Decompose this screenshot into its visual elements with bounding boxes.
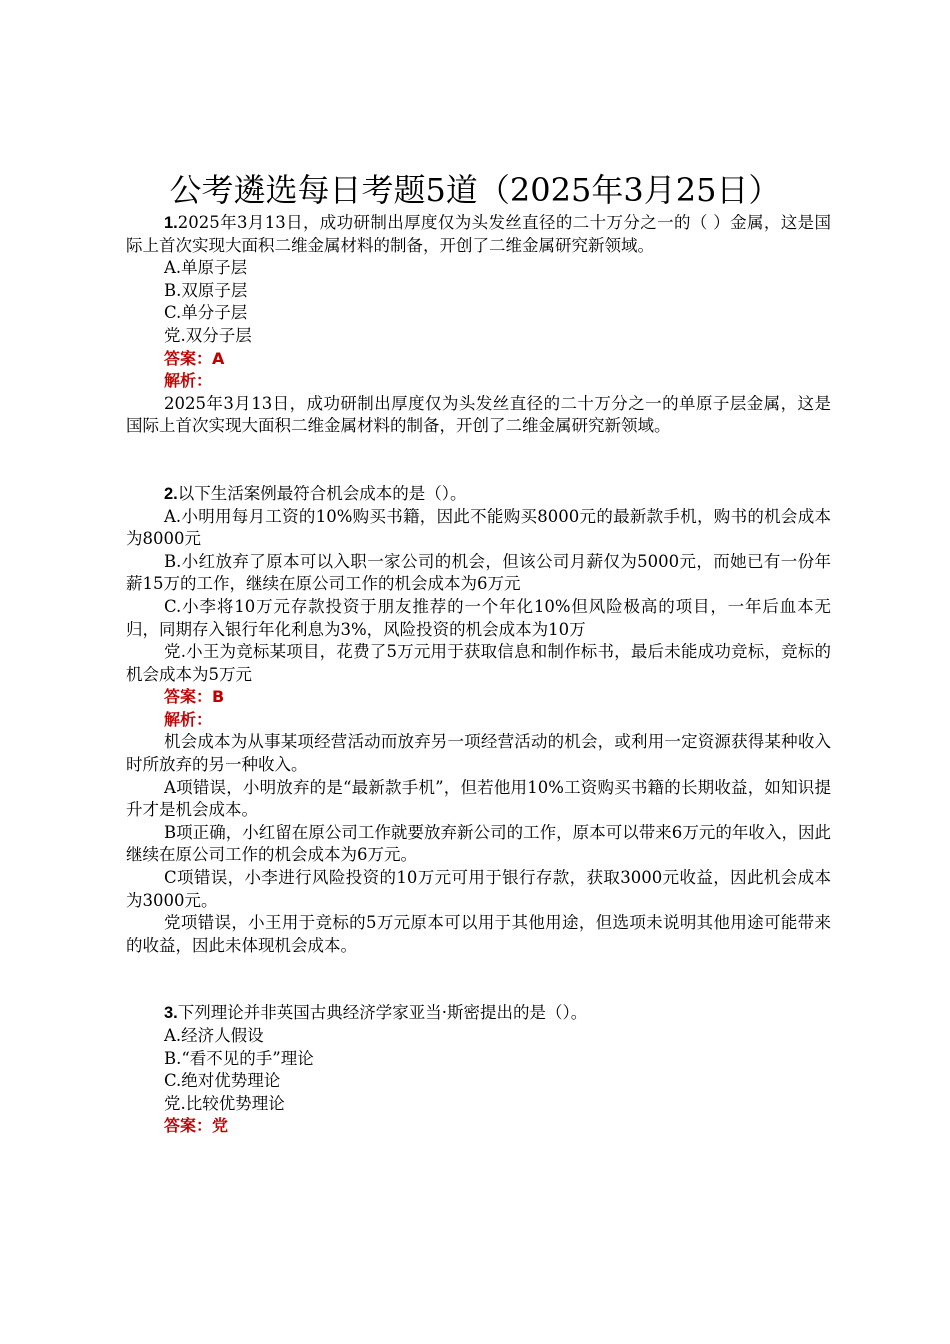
question-1-stem: 1.2025年3月13日，成功研制出厚度仅为头发丝直径的二十万分之一的（ ）金属，这是国际上首次实现大面积二维金属材料的制备，开创了二维金属研究新领域。 bbox=[126, 213, 831, 255]
question-3-answer: 答案：党 bbox=[164, 1116, 229, 1136]
question-2-analysis-paragraph: A项错误，小明放弃的是“最新款手机”，但若他用10%工资购买书籍的长期收益，如知识提升才是机会成本。 bbox=[126, 777, 831, 820]
question-1-option-a: A.单原子层 bbox=[164, 258, 248, 278]
question-number: 2. bbox=[164, 484, 178, 503]
question-2-stem: 2.以下生活案例最符合机会成本的是（）。 bbox=[164, 483, 467, 503]
question-3-option-d: 党.比较优势理论 bbox=[164, 1093, 285, 1113]
question-2-option-c: C.小李将10万元存款投资于朋友推荐的一个年化10%但风险极高的项目，一年后血本无归，同期存入银行年化利息为3%，风险投资的机会成本为10万 bbox=[126, 596, 831, 639]
question-2-analysis-label: 解析： bbox=[164, 709, 213, 729]
question-2-answer: 答案：B bbox=[164, 687, 225, 707]
spacer bbox=[126, 438, 831, 483]
question-3-option-b: B.“看不见的手”理论 bbox=[164, 1048, 314, 1068]
question-1-option-b: B.双原子层 bbox=[164, 280, 248, 300]
question-number: 1. bbox=[164, 214, 178, 232]
question-1-answer: 答案：A bbox=[164, 348, 225, 368]
question-number: 3. bbox=[164, 1004, 178, 1023]
page-title: 公考遴选每日考题5道（2025年3月25日） bbox=[169, 171, 781, 209]
question-2-analysis-paragraph: C项错误，小李进行风险投资的10万元可用于银行存款，获取3000元收益，因此机会成本为3000元。 bbox=[126, 868, 831, 910]
question-1-analysis: 2025年3月13日，成功研制出厚度仅为头发丝直径的二十万分之一的单原子层金属，这是国际上首次实现大面积二维金属材料的制备，开创了二维金属研究新领域。 bbox=[126, 393, 831, 436]
spacer bbox=[126, 957, 831, 1002]
question-1-option-d: 党.双分子层 bbox=[164, 325, 252, 345]
document-body bbox=[126, 212, 831, 1138]
question-2-option-a: A.小明用每月工资的10%购买书籍，因此不能购买8000元的最新款手机，购书的机会成本为8000元 bbox=[126, 506, 831, 549]
question-3-option-c: C.绝对优势理论 bbox=[164, 1071, 281, 1091]
question-2-option-d: 党.小王为竞标某项目，花费了5万元用于获取信息和制作标书，最后未能成功竞标，竞标的机会成本为5万元 bbox=[126, 642, 831, 684]
question-3-option-a: A.经济人假设 bbox=[164, 1026, 264, 1045]
question-3-stem: 3.下列理论并非英国古典经济学家亚当·斯密提出的是（）。 bbox=[164, 1003, 588, 1023]
question-1-option-c: C.单分子层 bbox=[164, 303, 248, 323]
question-2-analysis-paragraph: 机会成本为从事某项经营活动而放弃另一项经营活动的机会，或利用一定资源获得某种收入时所放弃的另一种收入。 bbox=[126, 732, 831, 775]
question-1-analysis-label: 解析： bbox=[164, 371, 213, 391]
question-2-analysis-paragraph: B项正确，小红留在原公司工作就要放弃新公司的工作，原本可以带来6万元的年收入，因此继续在原公司工作的机会成本为6万元。 bbox=[126, 822, 831, 865]
question-2-analysis-paragraph: 党项错误，小王用于竞标的5万元原本可以用于其他用途，但选项未说明其他用途可能带来的收益，因此未体现机会成本。 bbox=[126, 913, 831, 955]
question-2-option-b: B.小红放弃了原本可以入职一家公司的机会，但该公司月薪仅为5000元，而她已有一份年薪15万的工作，继续在原公司工作的机会成本为6万元 bbox=[126, 551, 831, 594]
